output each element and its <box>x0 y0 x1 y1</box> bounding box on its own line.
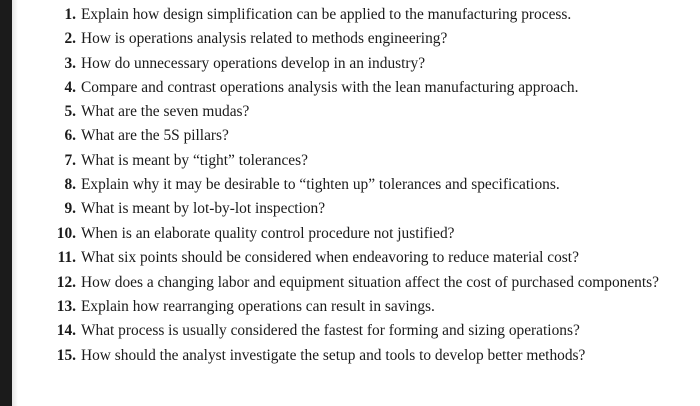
question-number: 2. <box>64 30 76 48</box>
question-number: 15. <box>56 346 76 364</box>
question-number: 3. <box>64 54 76 72</box>
question-text: What are the seven mudas? <box>81 103 250 121</box>
question-text: How should the analyst investigate the setup and tools to develop better methods? <box>81 346 586 364</box>
question-item <box>44 124 684 148</box>
question-number: 12. <box>56 274 76 292</box>
question-text: What six points should be considered when endeavoring to reduce material cost? <box>81 248 579 266</box>
question-item <box>44 270 684 295</box>
question-item <box>44 246 684 270</box>
question-text: What process is usually considered the fastest for forming and sizing operations? <box>81 322 580 340</box>
question-number: 10. <box>56 224 76 242</box>
question-item <box>44 76 684 100</box>
question-item <box>44 295 684 319</box>
question-text: Explain why it may be desirable to “tighten up” tolerances and specifications. <box>81 176 560 194</box>
question-text: How does a changing labor and equipment situation affect the cost of purchased components? <box>81 274 659 292</box>
question-item <box>44 100 684 124</box>
question-text: How do unnecessary operations develop in an industry? <box>81 54 426 72</box>
question-item <box>44 173 684 197</box>
question-number: 11. <box>57 248 76 266</box>
question-number: 7. <box>64 151 76 169</box>
question-number: 5. <box>64 103 76 121</box>
question-item <box>44 27 684 51</box>
question-number: 4. <box>64 78 76 96</box>
question-number: 6. <box>64 127 76 145</box>
question-number: 8. <box>64 176 76 194</box>
question-item <box>44 319 684 343</box>
question-item <box>44 149 684 173</box>
question-text: Explain how design simplification can be applied to the manufacturing process. <box>81 6 572 23</box>
question-text: How is operations analysis related to methods engineering? <box>81 30 448 48</box>
question-item <box>44 52 684 76</box>
question-text: Explain how rearranging operations can result in savings. <box>81 298 435 316</box>
question-text: What are the 5S pillars? <box>81 127 229 145</box>
question-number: 13. <box>56 298 76 316</box>
question-item <box>44 344 684 368</box>
question-text: What is meant by lot-by-lot inspection? <box>81 200 326 218</box>
question-item <box>44 222 684 246</box>
question-text: When is an elaborate quality control procedure not justified? <box>81 224 455 242</box>
question-number: 1. <box>64 6 76 23</box>
question-item <box>44 3 684 27</box>
left-edge-shadow <box>12 0 18 406</box>
question-item <box>44 197 684 221</box>
question-text: Compare and contrast operations analysis with the lean manufacturing approach. <box>81 78 579 96</box>
question-number: 14. <box>56 322 76 340</box>
question-list <box>44 3 684 368</box>
question-text: What is meant by “tight” tolerances? <box>81 151 308 169</box>
left-edge-bar <box>0 0 12 406</box>
question-number: 9. <box>64 200 76 218</box>
